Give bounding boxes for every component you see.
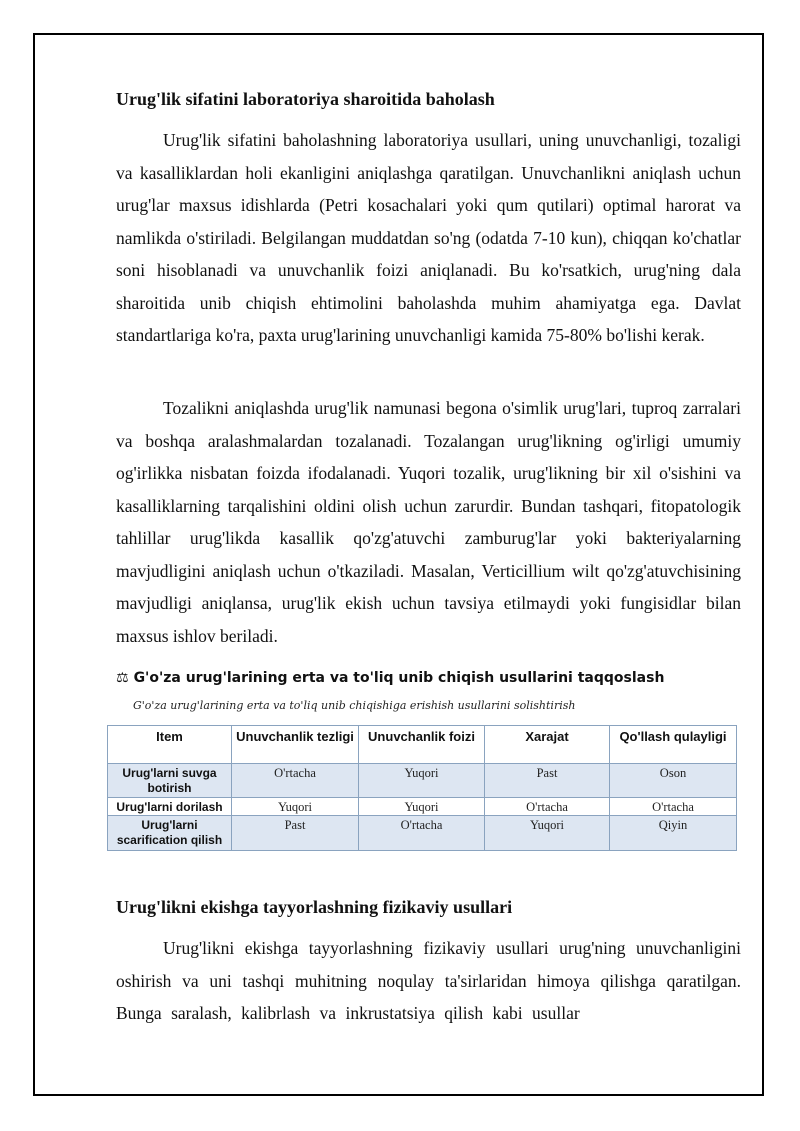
table-subtitle: G'o'za urug'larining erta va to'liq unib chiqishiga erishish usullarini solishtirish <box>133 699 576 712</box>
paragraph-physical-methods: Urug'likni ekishga tayyorlashning fizikaviy usullari urug'ning unuvchanligini oshirish va uni tashqi muhitning noqulay ta'sirlaridan himoya qilishga qaratilgan. Bunga saralash, kalibrlash va inkrustatsiya qilish kabi usullar <box>116 938 741 1023</box>
table-cell: O'rtacha <box>232 764 359 798</box>
column-header-germination-percent: Unuvchanlik foizi <box>359 726 485 764</box>
table-cell: Yuqori <box>359 764 485 798</box>
section-heading-physical-methods: Urug'likni ekishga tayyorlashning fizikaviy usullari <box>116 897 513 917</box>
column-header-germination-speed: Unuvchanlik tezligi <box>232 726 359 764</box>
table-row <box>108 798 737 816</box>
row-label: Urug'larni dorilash <box>108 798 232 816</box>
table-cell: Qiyin <box>610 816 737 851</box>
table-cell: O'rtacha <box>359 816 485 851</box>
column-header-ease-of-use: Qo'llash qulayligi <box>610 726 737 764</box>
table-cell: Oson <box>610 764 737 798</box>
table-cell: Yuqori <box>485 816 610 851</box>
table-cell: Past <box>232 816 359 851</box>
table-cell: O'rtacha <box>610 798 737 816</box>
row-label: Urug'larni suvga botirish <box>108 764 232 798</box>
table-cell: Past <box>485 764 610 798</box>
table-cell: Yuqori <box>359 798 485 816</box>
table-title <box>116 670 664 686</box>
table-cell: O'rtacha <box>485 798 610 816</box>
paragraph-germination: Urug'lik sifatini baholashning laboratoriya usullari, uning unuvchanligi, tozaligi va kasalliklardan holi ekanligini aniqlashga qaratilgan. Unuvchanlikni aniqlash uchun urug'lar maxsus idishlarda (Petri kosachalari yoki qum qutilari) optimal harorat va namlikda o'stiriladi. Belgilangan muddatdan so'ng (odatda 7-10 kun), chiqqan ko'chatlar soni hisoblanadi va unuvchanlik foizi aniqlanadi. Bu ko'rsatkich, urug'ning dala sharoitida unib chiqish ehtimolini baholashda muhim ahamiyatga ega. Davlat standartlariga ko'ra, paxta urug'larining unuvchanligi kamida 75-80% bo'lishi kerak. <box>116 130 741 345</box>
column-header-item: Item <box>108 726 232 764</box>
balance-scale-icon: ⚖ <box>116 670 129 686</box>
table-row <box>108 816 737 851</box>
table-header-row <box>108 726 737 764</box>
section-heading-lab-evaluation: Urug'lik sifatini laboratoriya sharoitida baholash <box>116 89 495 109</box>
comparison-table <box>107 725 737 851</box>
row-label: Urug'larni scarification qilish <box>108 816 232 851</box>
table-cell: Yuqori <box>232 798 359 816</box>
table-title-text: G'o'za urug'larining erta va to'liq unib chiqish usullarini taqqoslash <box>133 670 665 686</box>
table-row <box>108 764 737 798</box>
paragraph-purity: Tozalikni aniqlashda urug'lik namunasi begona o'simlik urug'lari, tuproq zarralari va boshqa aralashmalardan tozalanadi. Tozalangan urug'likning og'irligi umumiy og'irlikka nisbatan foizda ifodalanadi. Yuqori tozalik, urug'likning bir xil o'sishini va kasalliklarning tarqalishini oldini olish uchun zarurdir. Bundan tashqari, fitopatologik tahlillar urug'likda kasallik qo'zg'atuvchi zamburug'lar yoki bakteriyalarning mavjudligini aniqlash uchun o'tkaziladi. Masalan, Verticillium wilt qo'zg'atuvchisining mavjudligi aniqlansa, urug'lik ekish uchun tavsiya etilmaydi yoki fungisidlar bilan maxsus ishlov beriladi. <box>116 398 741 646</box>
column-header-cost: Xarajat <box>485 726 610 764</box>
